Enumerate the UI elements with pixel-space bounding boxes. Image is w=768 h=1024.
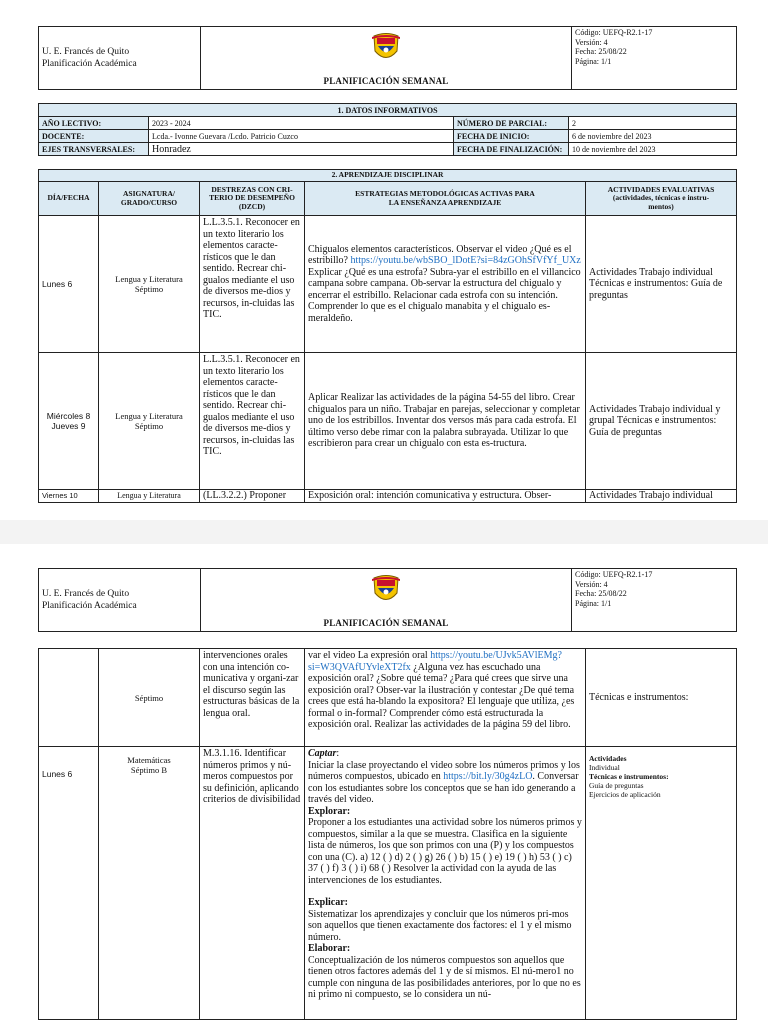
document-version: Versión: 4 — [575, 37, 608, 47]
row-day: Viernes 10 — [39, 490, 99, 503]
row-destreza: M.3.1.16. Identificar números primos y nú-meros compuestos por su definición, aplicando criterios de divisibilidad — [200, 747, 305, 1020]
aprendizaje-table-page-2 — [38, 648, 737, 1020]
row-day: Lunes 6 — [39, 216, 99, 353]
document-version: Versión: 4 — [575, 579, 608, 589]
row-actividad — [586, 747, 737, 1020]
row-subject: Lengua y Literatura Séptimo — [99, 353, 200, 490]
institution-department: Planificación Académica — [42, 59, 137, 69]
institution-name: U. E. Francés de Quito — [42, 47, 130, 57]
col-actividades: ACTIVIDADES EVALUATIVAS (actividades, técnicas e instru- mentos) — [586, 182, 737, 216]
datos-section-title: 1. DATOS INFORMATIVOS — [39, 104, 737, 117]
row-day: Lunes 6 — [39, 747, 99, 1020]
document-date: Fecha: 25/08/22 — [575, 589, 627, 598]
row-subject: Lengua y Literatura Séptimo — [99, 216, 200, 353]
row-estrategia: Exposición oral: intención comunicativa y estructura. Obser- — [305, 490, 586, 503]
col-estrategias: ESTRATEGIAS METODOLÓGICAS ACTIVAS PARA LA ENSEÑANZA APRENDIZAJE — [305, 182, 586, 216]
row-destreza: intervenciones orales con una intención co-municativa y organi-zar el discurso según las estructuras básicas de la lengua oral. — [200, 649, 305, 747]
inicio-label: FECHA DE INICIO: — [454, 130, 569, 143]
actividades-title: Actividades — [589, 754, 627, 763]
header-center — [201, 27, 572, 90]
row-subject: Matemáticas Séptimo B — [99, 747, 200, 1020]
document-title: PLANIFICACIÓN SEMANAL — [323, 618, 449, 628]
document-codes — [572, 569, 737, 632]
explorar-text: Proponer a los estudiantes una actividad sobre los números primos y compuestos, similar a la que se muestra. Clasifica en la siguiente lista de números, los que son primos con una (P) y los compuestos con una (C). a) 12 ( ) d) 2 ( ) g) 26 ( ) b) 15 ( ) e) 19 ( ) h) 53 ( ) c) 37 ( ) f) 3 ( ) i) 68 ( ) Resolver la actividad con la ayuda de las intervenciones de los estudiantes. — [308, 817, 582, 886]
row-actividad: Actividades Trabajo individual Técnicas e instrumentos: Guía de preguntas — [586, 216, 737, 353]
tecnicas-item: Guía de preguntas — [589, 781, 644, 790]
fin-value: 10 de noviembre del 2023 — [569, 143, 737, 156]
col-destrezas: DESTREZAS CON CRI- TERIO DE DESEMPEÑO (DZCD) — [200, 182, 305, 216]
tecnicas-item: Ejercicios de aplicación — [589, 790, 661, 799]
page-header — [38, 26, 737, 90]
document-title: PLANIFICACIÓN SEMANAL — [323, 76, 449, 86]
institution-block — [39, 27, 201, 90]
document-page-number: Página: 1/1 — [575, 598, 612, 608]
table-row — [39, 353, 737, 490]
captar-section: Captar: — [308, 748, 340, 759]
institution-name: U. E. Francés de Quito — [42, 589, 130, 599]
actividades-item: Individual — [589, 763, 620, 772]
row-estrategia: Chigualos elementos característicos. Observar el video ¿Qué es el estribillo? https://youtu.be/wbSBO_lDotE?si=84zGOhSfVfYf_UXz Explicar ¿Qué es una estrofa? Subra-yar el estribillo en el villancico campana sobre campana. Ob-servar la estructura del chigualo y encerrar el estribillo. Relacionar cada estrofa con su intención. Comprender lo que es el chigualo manabita y el chigualo es-meraldeño. — [305, 216, 586, 353]
row-destreza: L.L.3.5.1. Reconocer en un texto literario los elementos caracte-rísticos que le dan sentido. Recrear chi-gualos mediante el uso de diversos me-dios y recursos, in-cluidas las TIC. — [200, 216, 305, 353]
docente-label: DOCENTE: — [39, 130, 149, 143]
row-actividad: Técnicas e instrumentos: — [586, 649, 737, 747]
row-actividad: Actividades Trabajo individual — [586, 490, 737, 503]
school-crest-icon — [371, 573, 401, 607]
institution-department: Planificación Académica — [42, 601, 137, 611]
row-actividad: Actividades Trabajo individual y grupal Técnicas e instrumentos: Guía de preguntas — [586, 353, 737, 490]
header-center — [201, 569, 572, 632]
video-link[interactable]: https://bit.ly/30g4zLO — [443, 771, 533, 782]
row-subject: Séptimo — [99, 649, 200, 747]
ejes-label: EJES TRANSVERSALES: — [39, 143, 149, 156]
row-destreza: (LL.3.2.2.) Proponer — [200, 490, 305, 503]
table-row — [39, 216, 737, 353]
ano-label: AÑO LECTIVO: — [39, 117, 149, 130]
document-codes — [572, 27, 737, 90]
explorar-title: Explorar: — [308, 805, 351, 817]
elaborar-text: Conceptualización de los números compuestos son aquellos que tienen otros factores además del 1 y de sí mismos. El nú-mero1 no cumple con ninguna de las posibilidades anteriores, por lo que no es ni primo ni compuesto, se lo considera un nú- — [308, 954, 581, 1000]
document-page-2 — [0, 544, 768, 1024]
ejes-value: Honradez — [149, 143, 454, 156]
parcial-value: 2 — [569, 117, 737, 130]
document-page-number: Página: 1/1 — [575, 56, 612, 66]
document-code: Código: UEFQ-R2.1-17 — [575, 570, 653, 579]
row-estrategia — [305, 747, 586, 1020]
parcial-label: NÚMERO DE PARCIAL: — [454, 117, 569, 130]
document-date: Fecha: 25/08/22 — [575, 47, 627, 56]
explicar-title: Explicar: — [308, 897, 348, 908]
video-link[interactable]: https://youtu.be/UJvk5AVlEMg?si=W3QVAfUYvleXT2fx — [308, 650, 562, 673]
school-crest-icon — [371, 31, 401, 65]
datos-informativos-table — [38, 103, 737, 156]
row-destreza: L.L.3.5.1. Reconocer en un texto literario los elementos caracte-rísticos que le dan sentido. Recrear chi-gualos mediante el uso de diversos me-dios y recursos, in-cluidas las TIC. — [200, 353, 305, 490]
row-day — [39, 649, 99, 747]
tecnicas-title: Técnicas e instrumentos: — [589, 772, 669, 781]
row-subject: Lengua y Literatura — [99, 490, 200, 503]
ano-value: 2023 - 2024 — [149, 117, 454, 130]
col-asignatura: ASIGNATURA/ GRADO/CURSO — [99, 182, 200, 216]
aprendizaje-section-title: 2. APRENDIZAJE DISCIPLINAR — [39, 170, 737, 182]
video-link[interactable]: https://youtu.be/wbSBO_lDotE?si=84zGOhSfVfYf_UXz — [350, 255, 581, 267]
col-dia: DÍA/FECHA — [39, 182, 99, 216]
table-row — [39, 490, 737, 503]
elaborar-title: Elaborar: — [308, 943, 351, 954]
aprendizaje-table-page-1 — [38, 169, 737, 503]
explicar-text: Sistematizar los aprendizajes y concluir que los números pri-mos son aquellos que tienen exactamente dos factores: el 1 y el mismo número. — [308, 908, 572, 943]
row-estrategia: Aplicar Realizar las actividades de la página 54-55 del libro. Crear chigualos para un niño. Trabajar en parejas, seleccionar y completar uno de los estribillos. Inventar dos versos más para cada estrofa. El último verso debe rimar con la palabra subrayada. Utilizar lo que escribieron para crear un chigualo con esta es-tructura. — [305, 353, 586, 490]
institution-block — [39, 569, 201, 632]
page-separator — [0, 520, 768, 544]
table-row — [39, 649, 737, 747]
table-row — [39, 747, 737, 1020]
captar-text: Iniciar la clase proyectando el video sobre los números primos y los números compuestos, ubicado en https://bit.ly/30g4zLO. Conversar con los estudiantes sobre los conceptos que se han ido generando a través del video. — [308, 759, 580, 805]
docente-value: Lcda.- Ivonne Guevara /Lcdo. Patricio Cuzco — [149, 130, 454, 143]
document-code: Código: UEFQ-R2.1-17 — [575, 28, 653, 37]
fin-label: FECHA DE FINALIZACIÓN: — [454, 143, 569, 156]
inicio-value: 6 de noviembre del 2023 — [569, 130, 737, 143]
row-day: Miércoles 8 Jueves 9 — [39, 353, 99, 490]
page-header — [38, 568, 737, 632]
row-estrategia: var el video La expresión oral https://youtu.be/UJvk5AVlEMg?si=W3QVAfUYvleXT2fx ¿Alguna vez has escuchado una exposición oral? ¿Sobre qué tema? ¿Para qué crees que sirve una exposición oral? Obser-var la ilustración y contestar ¿De qué tema crees que está ha-blando la expositora? El lenguaje que utiliza, ¿es formal o in-formal? Comprender cómo está estructurada la exposición oral. Realizar las actividades de la página 59 del libro. — [305, 649, 586, 747]
